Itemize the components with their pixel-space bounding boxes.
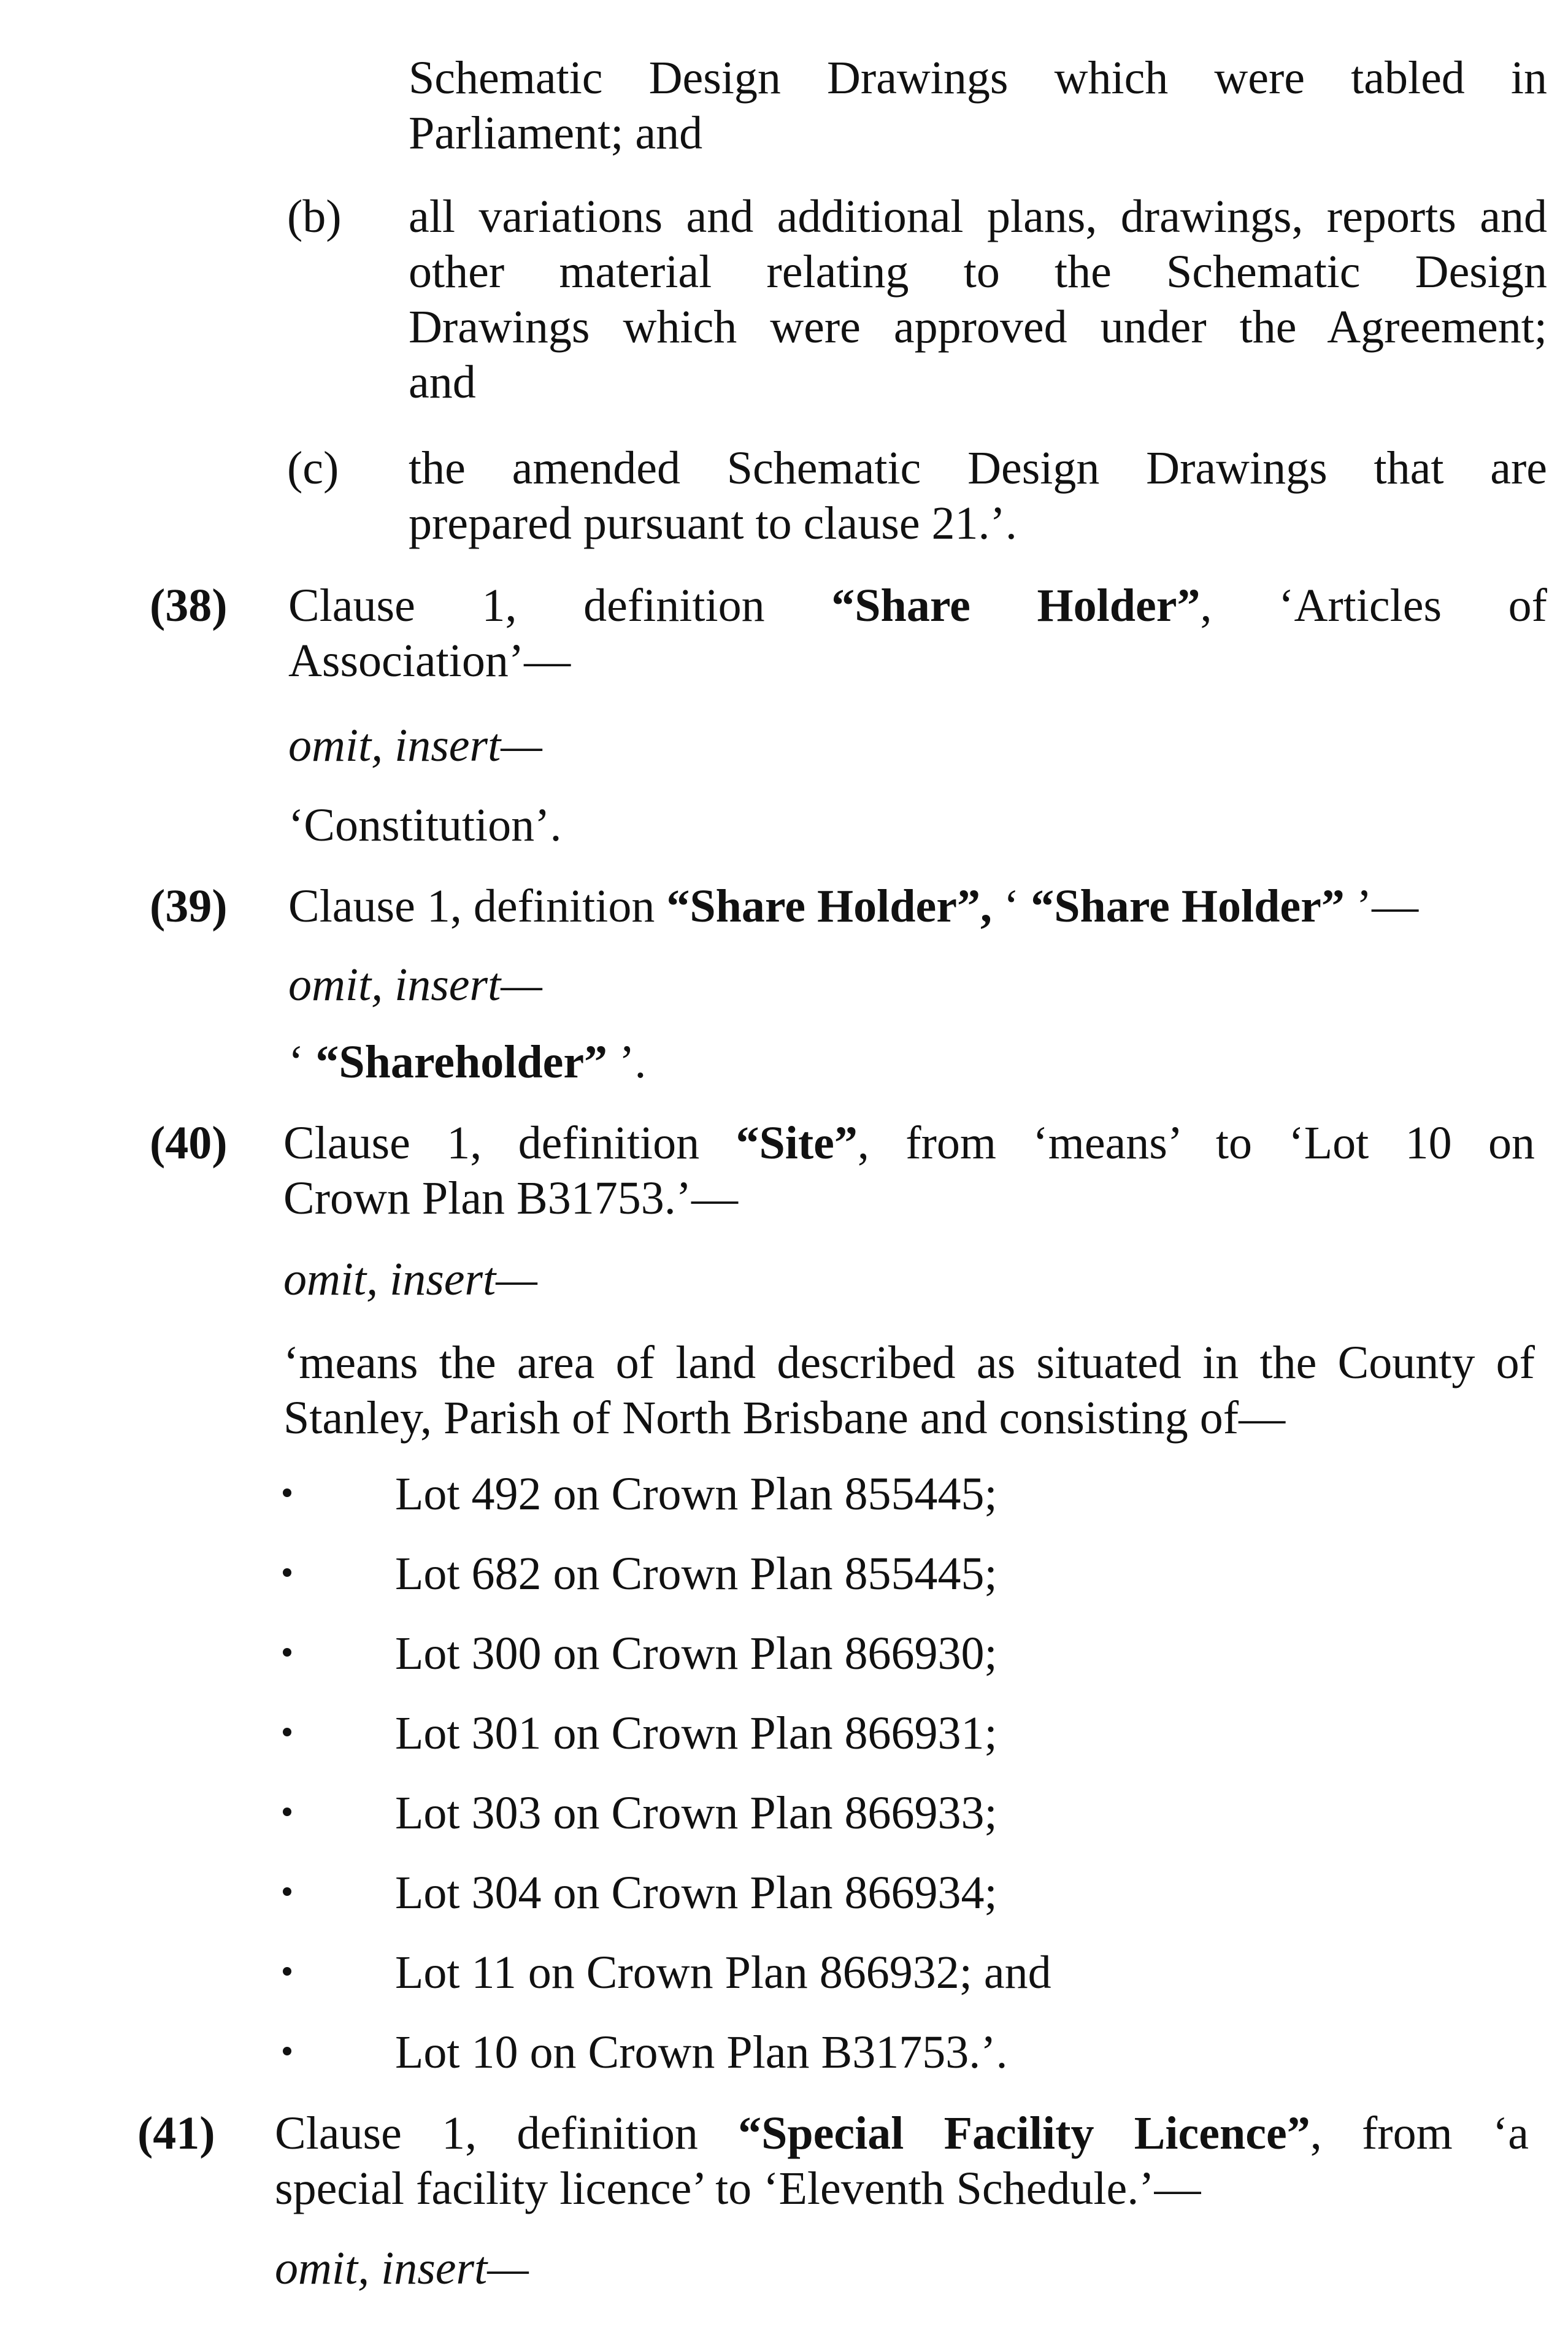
bullet-icon — [283, 1488, 291, 1497]
item-b-label: (b) — [287, 191, 342, 242]
bullet-icon — [283, 1648, 291, 1657]
section-39-text-e: ’— — [1344, 880, 1419, 932]
bullet-icon — [283, 1967, 291, 1976]
section-39-quote-close: ’. — [607, 1036, 647, 1088]
item-c-line-1: the amended Schematic Design Drawings that are — [409, 442, 1547, 494]
item-b-line-2: other material relating to the Schematic Design — [409, 246, 1547, 298]
section-40-number: (40) — [150, 1117, 228, 1169]
section-40-paragraph-line-2: Stanley, Parish of North Brisbane and consisting of— — [283, 1392, 1286, 1444]
section-39-instruction: omit, insert— — [288, 959, 542, 1011]
section-40-line-2: Crown Plan B31753.’— — [283, 1172, 738, 1224]
section-38-text-c: , ‘Articles of — [1200, 580, 1547, 631]
bullet-icon — [283, 1568, 291, 1577]
lot-item: Lot 304 on Crown Plan 866934; — [395, 1867, 997, 1919]
section-39-quote-open: ‘ — [288, 1036, 316, 1088]
bullet-icon — [283, 1728, 291, 1736]
lot-item: Lot 10 on Crown Plan B31753.’. — [395, 2027, 1008, 2078]
section-38-line-2: Association’— — [288, 635, 571, 687]
section-38-line-1 — [288, 578, 1547, 633]
intro-line-1: Schematic Design Drawings which were tabled in — [409, 52, 1547, 104]
lot-item: Lot 682 on Crown Plan 855445; — [395, 1548, 997, 1600]
section-39-number: (39) — [150, 880, 228, 932]
section-40-instruction: omit, insert— — [283, 1253, 537, 1305]
lot-item: Lot 11 on Crown Plan 866932; and — [395, 1947, 1051, 1998]
section-41-text-c: , from ‘a — [1310, 2108, 1529, 2159]
item-b-line-4: and — [409, 356, 476, 408]
bullet-icon — [283, 1808, 291, 1816]
section-40-text-c: , from ‘means’ to ‘Lot 10 on — [857, 1117, 1535, 1169]
section-41-line-2: special facility licence’ to ‘Eleventh Schedule.’— — [275, 2163, 1201, 2214]
section-39-text-c: ‘ — [1003, 880, 1031, 932]
item-b-line-1: all variations and additional plans, drawings, reports and — [409, 191, 1547, 242]
section-39-line-1 — [288, 879, 1418, 934]
section-39-insert-text — [288, 1034, 646, 1090]
section-40-paragraph-line-1: ‘means the area of land described as situated in the County of — [283, 1337, 1535, 1388]
item-c-label: (c) — [287, 442, 339, 494]
section-39-term-2: “Share Holder” — [1031, 880, 1345, 932]
section-40-line-1 — [283, 1115, 1535, 1171]
section-40-term: “Site” — [736, 1117, 858, 1169]
item-b-line-3: Drawings which were approved under the Agreement; — [409, 301, 1547, 353]
lot-item: Lot 301 on Crown Plan 866931; — [395, 1708, 997, 1759]
section-40-text-a: Clause 1, definition — [283, 1117, 736, 1169]
section-41-number: (41) — [137, 2108, 215, 2159]
section-38-term: “Share Holder” — [831, 580, 1201, 631]
item-c-line-2: prepared pursuant to clause 21.’. — [409, 498, 1017, 549]
section-41-term: “Special Facility Licence” — [738, 2108, 1310, 2159]
section-39-new-term: “Shareholder” — [315, 1036, 608, 1088]
bullet-icon — [283, 2047, 291, 2055]
section-39-text-a: Clause 1, definition — [288, 880, 667, 932]
section-38-text-a: Clause 1, definition — [288, 580, 832, 631]
section-38-number: (38) — [150, 580, 228, 631]
section-41-text-a: Clause 1, definition — [275, 2108, 739, 2159]
section-38-insert-text: ‘Constitution’. — [288, 799, 562, 851]
lot-item: Lot 300 on Crown Plan 866930; — [395, 1628, 997, 1679]
section-41-instruction: omit, insert— — [275, 2243, 529, 2294]
lot-item: Lot 303 on Crown Plan 866933; — [395, 1787, 997, 1839]
lot-item: Lot 492 on Crown Plan 855445; — [395, 1468, 997, 1520]
intro-line-2: Parliament; and — [409, 107, 703, 159]
section-41-line-1 — [275, 2106, 1529, 2161]
section-39-term: “Share Holder”, — [666, 880, 1004, 932]
section-38-instruction: omit, insert— — [288, 720, 542, 771]
bullet-icon — [283, 1887, 291, 1896]
